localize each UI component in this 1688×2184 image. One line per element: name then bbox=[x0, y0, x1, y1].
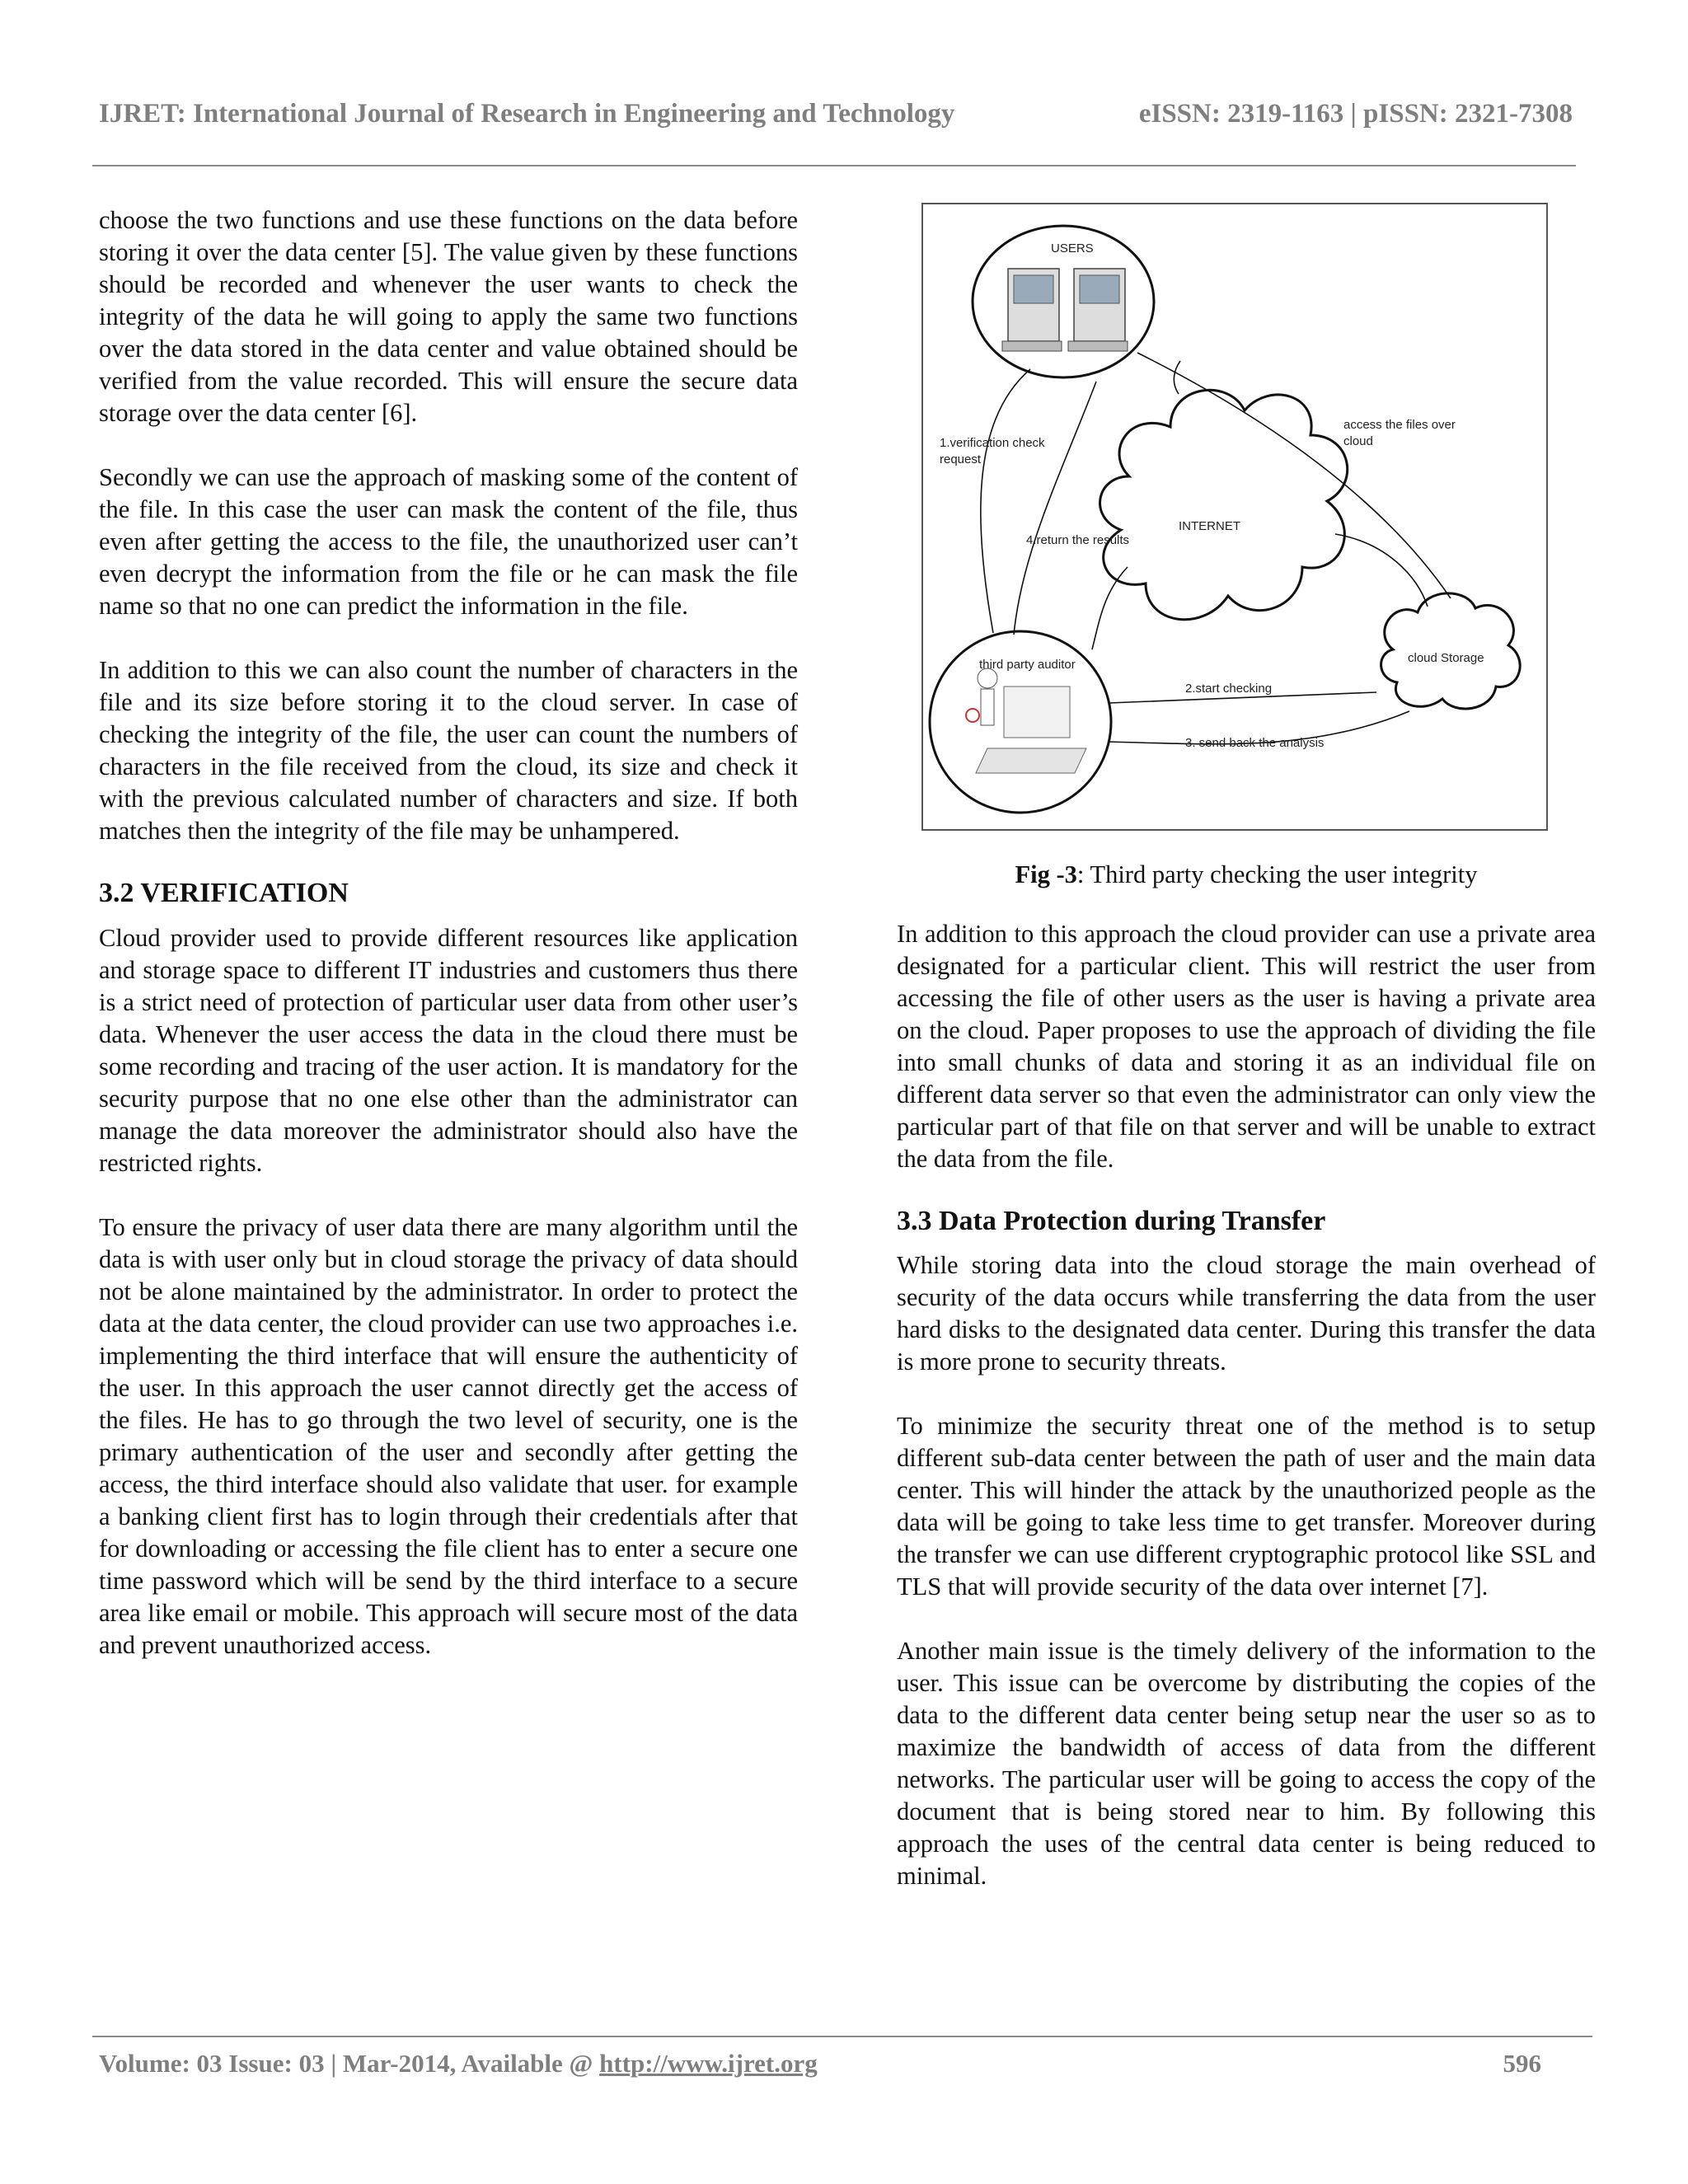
paragraph: Another main issue is the timely delivery of the information to the user. This issue can be overcome by distributing the copies of the data to the different data center being setup near the user so as to maximize the bandwidth of access of data from the different networks. The particular user will be going to access the copy of the document that is being stored near to him. By following this approach the uses of the central data center is being reduced to minimal. bbox=[897, 1637, 1596, 1890]
users-computers-icon bbox=[1002, 269, 1128, 351]
auditor-laptop-icon bbox=[966, 668, 1086, 773]
verification-label-2: request bbox=[940, 452, 982, 466]
paragraph: To ensure the privacy of user data there are many algorithm until the data is with user only but in cloud storage the privacy of data should not be alone maintained by the administrator. In order to protect the data at the data center, the cloud provider can use two approaches i.e. implementing the third interface that will ensure the authenticity of the user. In this approach the user cannot directly get the access of the files. He has to go through the two level of security, one is the primary authentication of the user and secondly after getting the access, the third interface should also validate that user. for example a banking client first has to login through their credentials after that for downloading or accessing the file client has to enter a secure one time password which will be send by the third interface to a secure area like email or mobile. This approach will secure most of the data and prevent unauthorized access. bbox=[99, 1213, 798, 1659]
paragraph: While storing data into the cloud storage the main overhead of security of the data occurs while transferring the data from the user hard disks to the designated data center. During this transfer the data is more prone to security threats. bbox=[897, 1251, 1596, 1376]
access-label-1: access the files over bbox=[1343, 418, 1456, 432]
verification-label-1: 1.verification check bbox=[940, 436, 1045, 450]
left-column bbox=[99, 204, 798, 1661]
running-footer bbox=[99, 2049, 1582, 2082]
paragraph: choose the two functions and use these functions on the data before storing it over the data center [5]. The value given by these functions should be recorded and whenever the user wants to check the integrity of the data he will going to apply the same two functions over the data stored in the data center and value obtained should be verified from the value recorded. This will ensure the secure data storage over the data center [6]. bbox=[99, 206, 798, 427]
access-label-2: cloud bbox=[1343, 434, 1373, 448]
cloud-storage-label: cloud Storage bbox=[1408, 651, 1484, 665]
line-internet-auditor bbox=[1092, 567, 1128, 649]
volume-text: Volume: 03 Issue: 03 | Mar-2014, Available @ bbox=[99, 2049, 600, 2078]
figure-caption-label: Fig -3 bbox=[1015, 860, 1077, 888]
paragraph: To minimize the security threat one of the method is to setup different sub-data center between the path of user and the main data center. This will hinder the attack by the unauthorized people as the data will be going to take less time to get transfer. Moreover during the transfer we can use different cryptographic protocol like SSL and TLS that will provide security of the data over internet [7]. bbox=[897, 1412, 1596, 1601]
line-return-results bbox=[1014, 382, 1096, 635]
line-internet-storage bbox=[1335, 534, 1428, 607]
page-number: 596 bbox=[1503, 2049, 1541, 2078]
issn: eISSN: 2319-1163 | pISSN: 2321-7308 bbox=[1138, 99, 1573, 129]
return-results-label: 4.return the results bbox=[1026, 533, 1130, 547]
volume-info bbox=[99, 2049, 818, 2079]
running-header bbox=[99, 99, 1589, 132]
users-label: USERS bbox=[1051, 241, 1094, 255]
figure-caption bbox=[897, 859, 1596, 891]
start-checking-label: 2.start checking bbox=[1185, 682, 1273, 696]
journal-title: IJRET: International Journal of Research in Engineering and Technology bbox=[99, 99, 955, 129]
line-users-internet bbox=[1174, 361, 1180, 394]
line-access-files bbox=[1137, 353, 1451, 598]
paragraph: Cloud provider used to provide different resources like application and storage space to different IT industries and customers thus there is a strict need of protection of particular user data from other user’s data. Whenever the user access the data in the cloud there must be some recording and tracing of the user action. It is mandatory for the security purpose that no one else other than the administrator can manage the data moreover the administrator should also have the restricted rights. bbox=[99, 924, 798, 1177]
right-column bbox=[897, 918, 1596, 1892]
figure-caption-text: : Third party checking the user integrity bbox=[1076, 860, 1478, 888]
paragraph: Secondly we can use the approach of masking some of the content of the file. In this case the user can mask the content of the file, thus even after getting the access to the file, the unauthorized user can’t even decrypt the information from the file or he can mask the file name so that no one can predict the information in the file. bbox=[99, 463, 798, 620]
third-party-label: third party auditor bbox=[979, 658, 1076, 672]
paragraph: In addition to this we can also count the number of characters in the file and its size before storing it to the cloud server. In case of checking the integrity of the file, the user can count the numbers of characters in the file received from the cloud, its size and check it with the previous calculated number of characters and size. If both matches then the integrity of the file may be unhampered. bbox=[99, 656, 798, 845]
section-heading-data-protection: 3.3 Data Protection during Transfer bbox=[897, 1206, 1326, 1236]
section-heading-verification: 3.2 VERIFICATION bbox=[99, 878, 349, 908]
send-back-label: 3. send back the analysis bbox=[1185, 736, 1325, 750]
paragraph: In addition to this approach the cloud provider can use a private area designated for a particular client. This will restrict the user from accessing the file of other users as the user is having a private area on the cloud. Paper proposes to use the approach of dividing the file into small chunks of data and storing it as an individual file on different data server so that even the administrator can only view the particular part of that file on that server and will be unable to extract the data from the file. bbox=[897, 920, 1596, 1173]
internet-label: INTERNET bbox=[1179, 519, 1240, 533]
journal-link[interactable]: http://www.ijret.org bbox=[599, 2049, 818, 2078]
header-divider bbox=[92, 165, 1576, 166]
footer-divider bbox=[92, 2036, 1592, 2037]
internet-cloud-shape bbox=[1100, 390, 1348, 619]
figure-third-party-diagram bbox=[921, 203, 1548, 831]
line-verification bbox=[981, 369, 1030, 633]
